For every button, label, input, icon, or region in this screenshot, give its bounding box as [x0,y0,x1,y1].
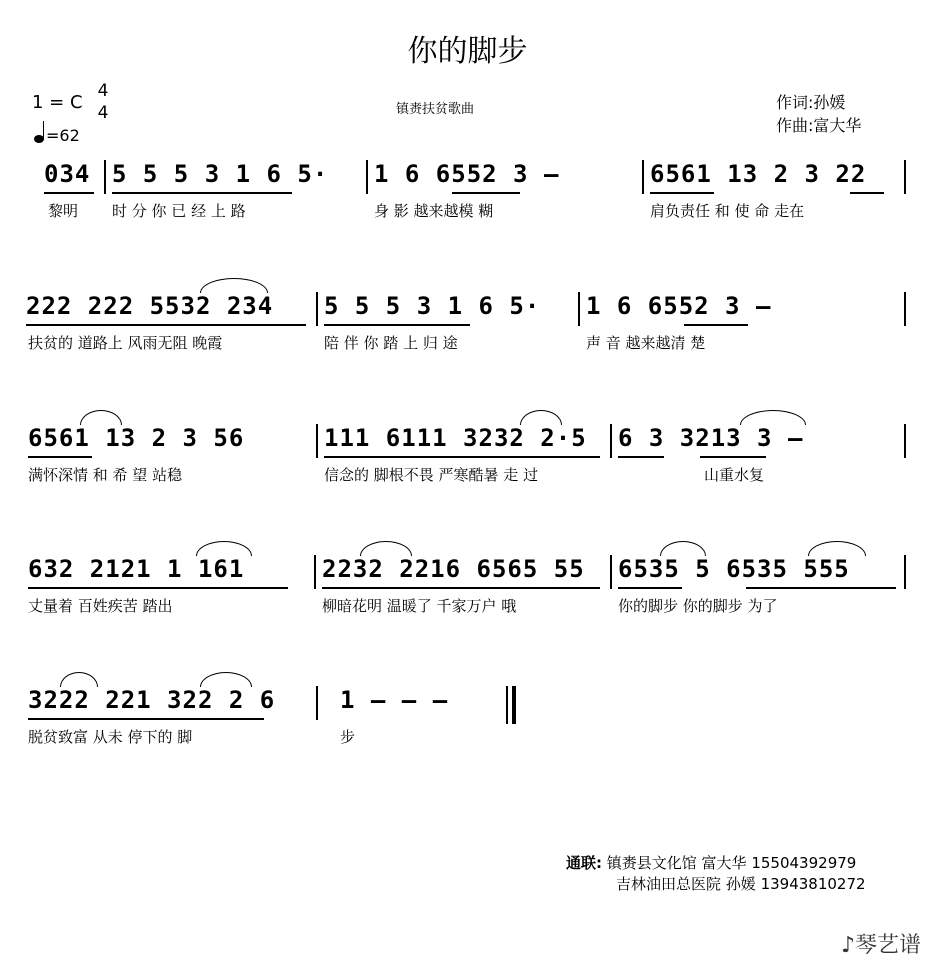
lyric-text: 身 影 越来越模 糊 [374,202,494,220]
bar-line [904,555,906,589]
tie-slur [60,672,98,687]
measure-notes: 034 [44,160,91,188]
lyric-text: 山重水复 [704,466,765,484]
beat-underline [322,587,600,589]
lyric-text: 脱贫致富 从未 停下的 脚 [28,728,193,746]
bar-line [578,292,580,326]
tie-slur [808,541,866,556]
measure-notes: 6 3 3213 3 – [618,424,804,452]
beat-underline [324,324,470,326]
beat-underline [28,456,92,458]
measure-notes: 222 222 5532 234 [26,292,274,320]
tie-slur [80,410,122,425]
lyric-text: 丈量着 百姓疾苦 踏出 [28,597,173,615]
lyric-text: 信念的 脚根不畏 严寒酷暑 走 过 [324,466,539,484]
quarter-note-icon [34,135,44,143]
beat-underline [28,587,288,589]
beat-underline [28,718,264,720]
lyricist-credit: 作词:孙媛 [776,93,846,112]
tempo-value: =62 [46,126,80,145]
measure-notes: 111 6111 3232 2·5 [324,424,587,452]
contact-line-2 [616,873,866,894]
tie-slur [660,541,706,556]
beat-underline [650,192,714,194]
lyric-text: 扶贫的 道路上 风雨无阻 晚霞 [28,334,223,352]
measure-notes: 1 6 6552 3 – [374,160,560,188]
tie-slur [200,672,252,687]
bar-line [904,424,906,458]
bar-line [904,292,906,326]
beat-underline [112,192,292,194]
contact-name-1: 镇赉县文化馆 富大华 [606,854,747,872]
tie-slur [740,410,806,425]
measure-notes: 1 6 6552 3 – [586,292,772,320]
measure-notes: 632 2121 1 161 [28,555,245,583]
beat-underline [850,192,884,194]
final-bar-line [512,686,516,724]
measure-notes: 5 5 5 3 1 6 5· [324,292,541,320]
tie-slur [200,278,268,293]
measure-notes: 5 5 5 3 1 6 5· [112,160,329,188]
measure-notes: 1 – – – [340,686,449,714]
beat-underline [618,587,682,589]
lyric-text: 陪 伴 你 踏 上 归 途 [324,334,458,352]
beat-underline [618,456,664,458]
contact-line-1 [566,852,856,873]
contact-phone-1: 15504392979 [751,854,857,872]
key-signature: 1 = C [32,92,83,113]
measure-notes: 6561 13 2 3 56 [28,424,245,452]
measure-notes: 3222 221 322 2 6 [28,686,276,714]
tie-slur [520,410,562,425]
bar-line [104,160,106,194]
time-signature [96,80,110,124]
tie-slur [360,541,412,556]
beat-underline [26,324,306,326]
contact-name-2: 吉林油田总医院 孙媛 [616,875,756,893]
bar-line [316,424,318,458]
composer-credit: 作曲:富大华 [776,116,862,135]
lyric-text: 你的脚步 你的脚步 为了 [618,597,778,615]
bar-line [642,160,644,194]
watermark-logo: ♪琴艺谱 [840,933,921,958]
time-signature-top: 4 [97,81,109,101]
lyric-text: 时 分 你 已 经 上 路 [112,202,246,220]
subtitle: 镇赉扶贫歌曲 [396,102,475,117]
measure-notes: 2232 2216 6565 55 [322,555,585,583]
bar-line [366,160,368,194]
logo-icon: ♪ [840,933,855,958]
contact-label: 通联: [566,854,602,872]
bar-line [610,424,612,458]
beat-underline [324,456,600,458]
page-title: 你的脚步 [407,34,528,69]
lyric-text: 黎明 [48,202,79,220]
tempo-marking [34,126,80,145]
bar-line [314,555,316,589]
bar-line [610,555,612,589]
contact-phone-2: 13943810272 [760,875,866,893]
lyric-text: 满怀深情 和 希 望 站稳 [28,466,183,484]
bar-line [506,686,508,724]
lyric-text: 声 音 越来越清 楚 [586,334,706,352]
beat-underline [684,324,748,326]
measure-notes: 6535 5 6535 555 [618,555,850,583]
lyric-text: 肩负责任 和 使 命 走在 [650,202,805,220]
measure-notes: 6561 13 2 3 22 [650,160,867,188]
lyric-text: 柳暗花明 温暖了 千家万户 哦 [322,597,517,615]
lyric-text: 步 [340,728,356,746]
bar-line [316,292,318,326]
time-signature-bottom: 4 [97,103,109,123]
bar-line [316,686,318,720]
beat-underline [44,192,94,194]
beat-underline [700,456,766,458]
beat-underline [746,587,896,589]
bar-line [904,160,906,194]
beat-underline [452,192,520,194]
tie-slur [196,541,252,556]
